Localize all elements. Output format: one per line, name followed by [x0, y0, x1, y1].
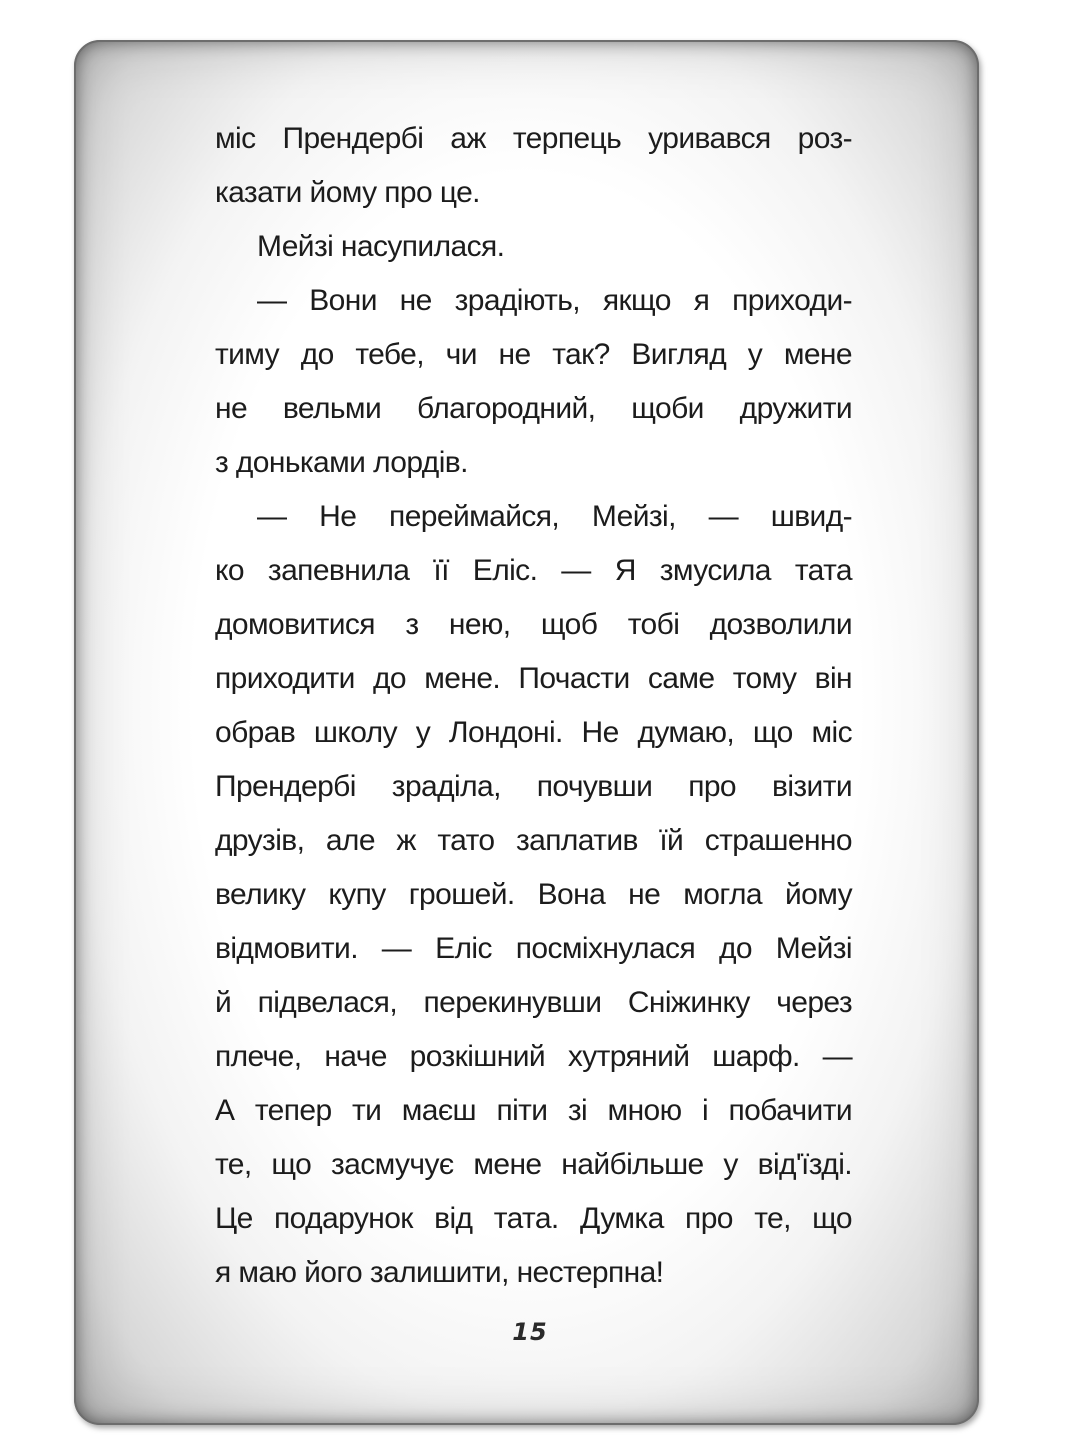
text-line: міс Прендербі аж терпець уривався роз-	[215, 122, 852, 155]
text-line: домовитися з нею, щоб тобі дозволили	[215, 608, 852, 641]
text-line: велику купу грошей. Вона не могла йому	[215, 878, 852, 911]
text-line: не вельми благородний, щоби дружити	[215, 392, 852, 425]
text-line: з доньками лордів.	[215, 446, 468, 479]
text-line: й підвелася, перекинувши Сніжинку через	[215, 986, 852, 1019]
text-line: приходити до мене. Почасти саме тому він	[215, 662, 852, 695]
text-line: друзів, але ж тато заплатив їй страшенно	[215, 824, 852, 857]
text-line: Прендербі зраділа, почувши про візити	[215, 770, 852, 803]
page-number: 15	[512, 1318, 548, 1346]
text-line: А тепер ти маєш піти зі мною і побачити	[215, 1094, 852, 1127]
text-line: ко запевнила її Еліс. — Я змусила тата	[215, 554, 852, 587]
text-line: плече, наче розкішний хутряний шарф. —	[215, 1040, 852, 1073]
page-text-block	[215, 112, 852, 1300]
text-line: Це подарунок від тата. Думка про те, що	[215, 1202, 852, 1235]
text-line: я маю його залишити, нестерпна!	[215, 1256, 664, 1289]
text-line: — Не переймайся, Мейзі, — швид-	[257, 500, 852, 533]
text-line: відмовити. — Еліс посміхнулася до Мейзі	[215, 932, 852, 965]
text-line: те, що засмучує мене найбільше у від'їзді.	[215, 1148, 852, 1181]
text-line: Мейзі насупилася.	[257, 230, 505, 263]
text-line: казати йому про це.	[215, 176, 480, 209]
text-line: обрав школу у Лондоні. Не думаю, що міс	[215, 716, 852, 749]
text-line: — Вони не зрадіють, якщо я приходи-	[257, 284, 852, 317]
text-line: тиму до тебе, чи не так? Вигляд у мене	[215, 338, 852, 371]
